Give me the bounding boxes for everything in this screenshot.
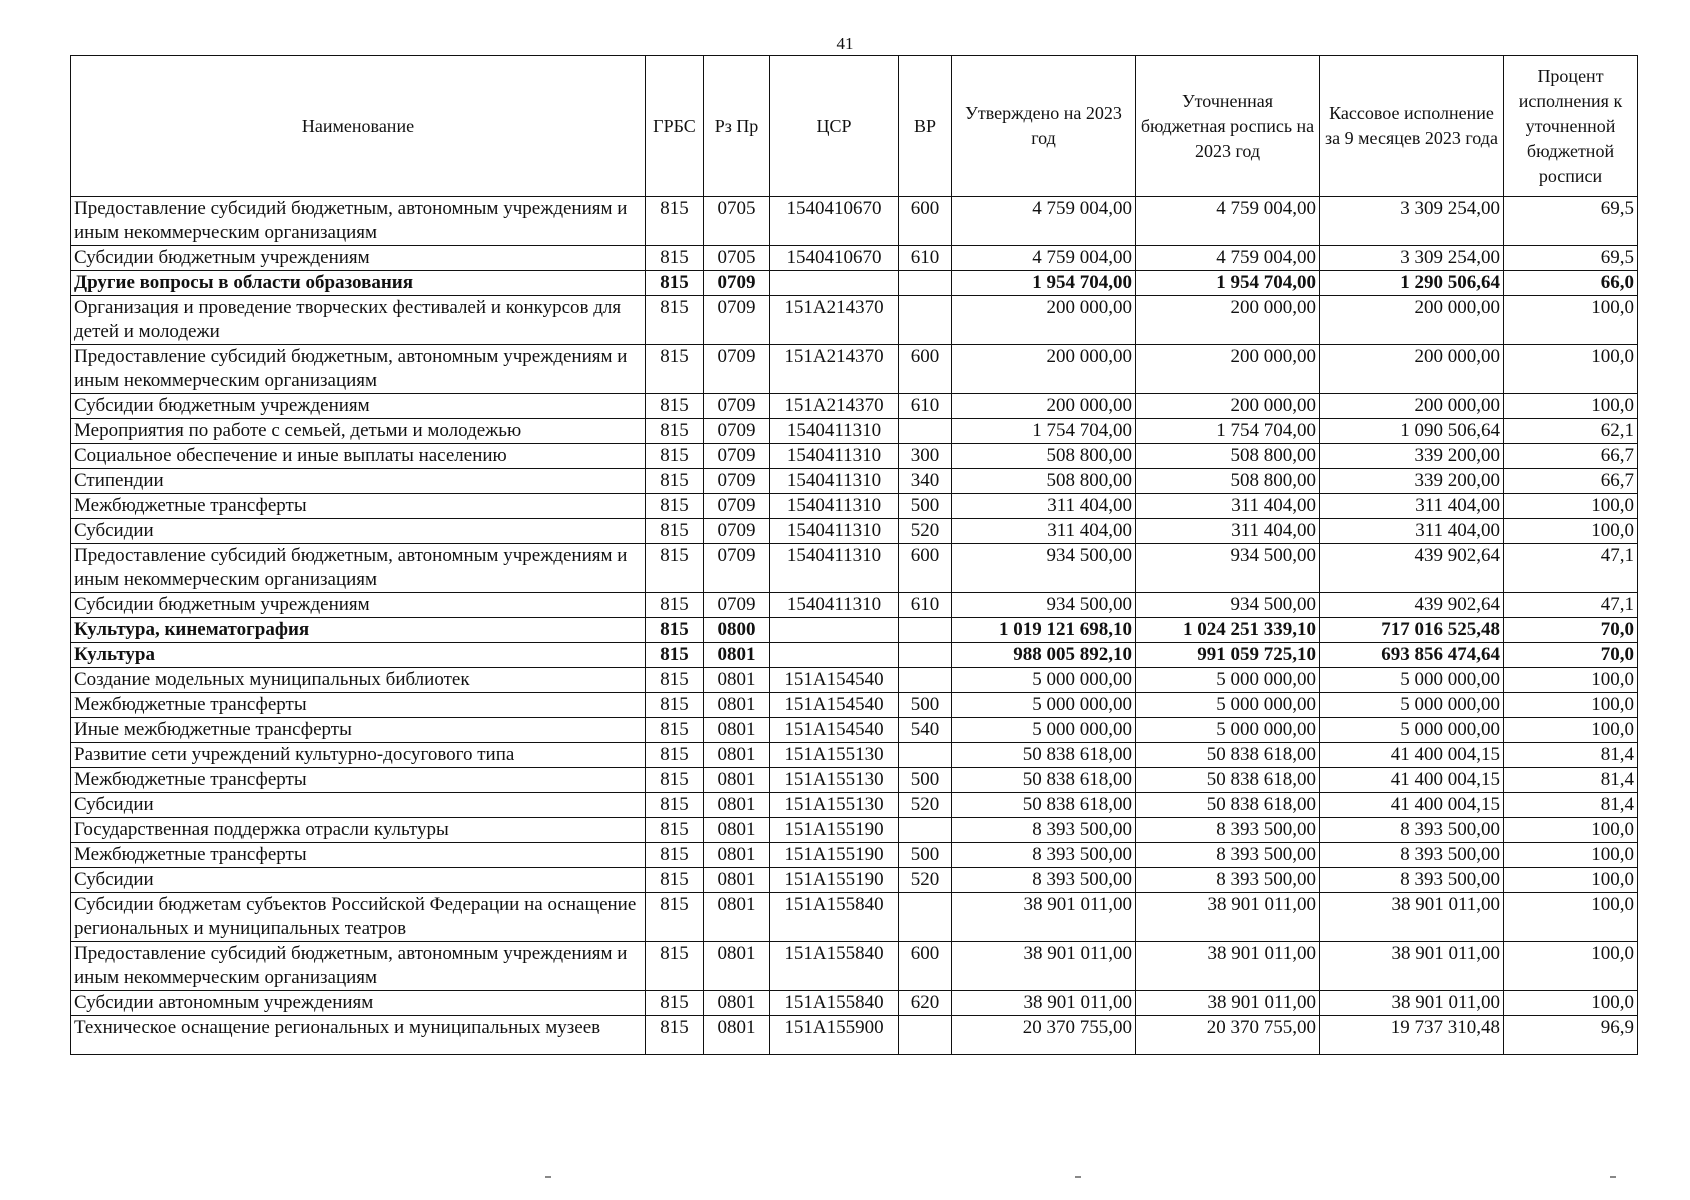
cell-name: Субсидии бюджетным учреждениям: [71, 246, 646, 271]
cell-approved: 8 393 500,00: [952, 843, 1136, 868]
header-rzpr: Рз Пр: [704, 56, 770, 197]
cell-name: Субсидии: [71, 868, 646, 893]
cell-vr: [899, 743, 952, 768]
cell-vr: 610: [899, 246, 952, 271]
cell-refined: 508 800,00: [1136, 469, 1320, 494]
header-percent: Процент исполнения к уточненной бюджетной росписи: [1504, 56, 1638, 197]
cell-refined: 20 370 755,00: [1136, 1016, 1320, 1055]
cell-percent: 100,0: [1504, 868, 1638, 893]
table-row: [71, 793, 1638, 818]
cell-refined: 200 000,00: [1136, 345, 1320, 394]
cell-grbs: 815: [646, 693, 704, 718]
cell-approved: 311 404,00: [952, 494, 1136, 519]
cell-refined: 200 000,00: [1136, 296, 1320, 345]
cell-vr: 500: [899, 843, 952, 868]
cell-percent: 100,0: [1504, 718, 1638, 743]
cell-refined: 311 404,00: [1136, 519, 1320, 544]
header-vr: ВР: [899, 56, 952, 197]
table-row: [71, 843, 1638, 868]
scan-mark: [1610, 1176, 1616, 1178]
cell-approved: 50 838 618,00: [952, 743, 1136, 768]
cell-grbs: 815: [646, 843, 704, 868]
cell-csr: 1540410670: [770, 246, 899, 271]
cell-name: Межбюджетные трансферты: [71, 693, 646, 718]
cell-rzpr: 0801: [704, 868, 770, 893]
cell-approved: 1 019 121 698,10: [952, 618, 1136, 643]
budget-table: [70, 55, 1638, 1055]
cell-executed: 8 393 500,00: [1320, 818, 1504, 843]
cell-executed: 200 000,00: [1320, 345, 1504, 394]
cell-rzpr: 0801: [704, 743, 770, 768]
table-row: [71, 991, 1638, 1016]
cell-executed: 339 200,00: [1320, 469, 1504, 494]
cell-name: Межбюджетные трансферты: [71, 843, 646, 868]
cell-percent: 100,0: [1504, 296, 1638, 345]
cell-rzpr: 0709: [704, 593, 770, 618]
cell-name: Субсидии: [71, 519, 646, 544]
cell-csr: 151A155130: [770, 793, 899, 818]
cell-percent: 69,5: [1504, 197, 1638, 246]
cell-executed: 1 090 506,64: [1320, 419, 1504, 444]
cell-vr: 600: [899, 345, 952, 394]
cell-percent: 100,0: [1504, 693, 1638, 718]
cell-executed: 3 309 254,00: [1320, 246, 1504, 271]
cell-csr: 151A155190: [770, 868, 899, 893]
table-row: [71, 544, 1638, 593]
cell-approved: 38 901 011,00: [952, 893, 1136, 942]
cell-name: Развитие сети учреждений культурно-досугового типа: [71, 743, 646, 768]
cell-vr: [899, 1016, 952, 1055]
cell-approved: 200 000,00: [952, 394, 1136, 419]
table-row: [71, 345, 1638, 394]
cell-grbs: 815: [646, 494, 704, 519]
cell-refined: 1 954 704,00: [1136, 271, 1320, 296]
cell-csr: 1540411310: [770, 469, 899, 494]
cell-executed: 717 016 525,48: [1320, 618, 1504, 643]
cell-approved: 934 500,00: [952, 593, 1136, 618]
cell-csr: 151A155130: [770, 743, 899, 768]
cell-refined: 5 000 000,00: [1136, 668, 1320, 693]
cell-vr: [899, 618, 952, 643]
table-row: [71, 893, 1638, 942]
cell-executed: 38 901 011,00: [1320, 991, 1504, 1016]
cell-executed: 5 000 000,00: [1320, 693, 1504, 718]
cell-executed: 693 856 474,64: [1320, 643, 1504, 668]
cell-percent: 96,9: [1504, 1016, 1638, 1055]
cell-csr: 151A155840: [770, 942, 899, 991]
cell-approved: 5 000 000,00: [952, 668, 1136, 693]
cell-name: Государственная поддержка отрасли культуры: [71, 818, 646, 843]
table-row: [71, 246, 1638, 271]
cell-refined: 508 800,00: [1136, 444, 1320, 469]
scan-mark: [545, 1176, 551, 1178]
cell-rzpr: 0709: [704, 519, 770, 544]
cell-csr: 151A155840: [770, 991, 899, 1016]
table-row: [71, 693, 1638, 718]
cell-percent: 66,0: [1504, 271, 1638, 296]
cell-percent: 100,0: [1504, 942, 1638, 991]
cell-csr: 151A214370: [770, 296, 899, 345]
cell-approved: 1 754 704,00: [952, 419, 1136, 444]
table-row: [71, 296, 1638, 345]
cell-name: Создание модельных муниципальных библиотек: [71, 668, 646, 693]
cell-vr: 520: [899, 519, 952, 544]
header-csr: ЦСР: [770, 56, 899, 197]
cell-grbs: 815: [646, 544, 704, 593]
cell-refined: 50 838 618,00: [1136, 743, 1320, 768]
cell-vr: 500: [899, 494, 952, 519]
cell-vr: [899, 296, 952, 345]
cell-vr: 520: [899, 868, 952, 893]
cell-csr: 151A214370: [770, 345, 899, 394]
cell-name: Культура, кинематография: [71, 618, 646, 643]
table-row: [71, 444, 1638, 469]
cell-percent: 100,0: [1504, 668, 1638, 693]
cell-refined: 50 838 618,00: [1136, 793, 1320, 818]
cell-executed: 5 000 000,00: [1320, 718, 1504, 743]
cell-csr: 1540411310: [770, 494, 899, 519]
cell-rzpr: 0709: [704, 494, 770, 519]
cell-refined: 8 393 500,00: [1136, 843, 1320, 868]
cell-refined: 991 059 725,10: [1136, 643, 1320, 668]
page-number: 41: [836, 34, 854, 53]
cell-executed: 439 902,64: [1320, 544, 1504, 593]
cell-vr: [899, 271, 952, 296]
cell-executed: 439 902,64: [1320, 593, 1504, 618]
cell-executed: 1 290 506,64: [1320, 271, 1504, 296]
header-refined: Уточненная бюджетная роспись на 2023 год: [1136, 56, 1320, 197]
table-row: [71, 197, 1638, 246]
cell-approved: 4 759 004,00: [952, 246, 1136, 271]
cell-rzpr: 0705: [704, 246, 770, 271]
cell-name: Стипендии: [71, 469, 646, 494]
table-row: [71, 768, 1638, 793]
table-row: [71, 394, 1638, 419]
cell-grbs: 815: [646, 793, 704, 818]
cell-refined: 5 000 000,00: [1136, 693, 1320, 718]
table-header-row: [71, 56, 1638, 197]
cell-grbs: 815: [646, 345, 704, 394]
cell-percent: 81,4: [1504, 743, 1638, 768]
cell-approved: 8 393 500,00: [952, 868, 1136, 893]
cell-name: Предоставление субсидий бюджетным, автономным учреждениям и иным некоммерческим организациям: [71, 544, 646, 593]
cell-grbs: 815: [646, 271, 704, 296]
cell-grbs: 815: [646, 643, 704, 668]
cell-grbs: 815: [646, 991, 704, 1016]
table-row: [71, 818, 1638, 843]
cell-grbs: 815: [646, 197, 704, 246]
cell-csr: 151A214370: [770, 394, 899, 419]
table-row: [71, 494, 1638, 519]
cell-csr: [770, 618, 899, 643]
header-name: Наименование: [71, 56, 646, 197]
table-row: [71, 618, 1638, 643]
cell-grbs: 815: [646, 246, 704, 271]
table-row: [71, 718, 1638, 743]
cell-grbs: 815: [646, 718, 704, 743]
cell-rzpr: 0801: [704, 793, 770, 818]
cell-name: Предоставление субсидий бюджетным, автономным учреждениям и иным некоммерческим организациям: [71, 942, 646, 991]
cell-vr: 500: [899, 768, 952, 793]
cell-vr: 600: [899, 942, 952, 991]
cell-vr: 300: [899, 444, 952, 469]
cell-rzpr: 0709: [704, 469, 770, 494]
cell-approved: 4 759 004,00: [952, 197, 1136, 246]
cell-csr: 151A155840: [770, 893, 899, 942]
cell-percent: 100,0: [1504, 345, 1638, 394]
cell-csr: 151A155900: [770, 1016, 899, 1055]
table-row: [71, 942, 1638, 991]
cell-approved: 50 838 618,00: [952, 768, 1136, 793]
cell-rzpr: 0801: [704, 893, 770, 942]
cell-refined: 38 901 011,00: [1136, 942, 1320, 991]
cell-approved: 508 800,00: [952, 469, 1136, 494]
cell-rzpr: 0801: [704, 668, 770, 693]
cell-rzpr: 0801: [704, 643, 770, 668]
cell-rzpr: 0705: [704, 197, 770, 246]
cell-percent: 70,0: [1504, 618, 1638, 643]
cell-percent: 100,0: [1504, 494, 1638, 519]
cell-percent: 100,0: [1504, 843, 1638, 868]
cell-name: Субсидии бюджетным учреждениям: [71, 593, 646, 618]
cell-csr: 151A155130: [770, 768, 899, 793]
cell-name: Субсидии бюджетным учреждениям: [71, 394, 646, 419]
cell-rzpr: 0800: [704, 618, 770, 643]
cell-csr: [770, 643, 899, 668]
cell-csr: 151A154540: [770, 693, 899, 718]
cell-vr: 540: [899, 718, 952, 743]
cell-approved: 200 000,00: [952, 345, 1136, 394]
cell-csr: 151A154540: [770, 718, 899, 743]
cell-percent: 100,0: [1504, 991, 1638, 1016]
table-row: [71, 271, 1638, 296]
cell-grbs: 815: [646, 519, 704, 544]
table-row: [71, 743, 1638, 768]
cell-vr: 600: [899, 544, 952, 593]
cell-percent: 66,7: [1504, 469, 1638, 494]
cell-grbs: 815: [646, 618, 704, 643]
cell-executed: 200 000,00: [1320, 394, 1504, 419]
cell-name: Предоставление субсидий бюджетным, автономным учреждениям и иным некоммерческим организациям: [71, 197, 646, 246]
cell-approved: 508 800,00: [952, 444, 1136, 469]
table-row: [71, 868, 1638, 893]
cell-approved: 50 838 618,00: [952, 793, 1136, 818]
cell-percent: 62,1: [1504, 419, 1638, 444]
cell-rzpr: 0801: [704, 991, 770, 1016]
cell-name: Иные межбюджетные трансферты: [71, 718, 646, 743]
cell-name: Техническое оснащение региональных и муниципальных музеев: [71, 1016, 646, 1055]
cell-name: Субсидии: [71, 793, 646, 818]
cell-grbs: 815: [646, 419, 704, 444]
cell-rzpr: 0709: [704, 271, 770, 296]
cell-name: Межбюджетные трансферты: [71, 768, 646, 793]
cell-vr: [899, 818, 952, 843]
cell-executed: 41 400 004,15: [1320, 793, 1504, 818]
cell-refined: 1 024 251 339,10: [1136, 618, 1320, 643]
cell-csr: 1540411310: [770, 519, 899, 544]
cell-executed: 8 393 500,00: [1320, 868, 1504, 893]
cell-executed: 19 737 310,48: [1320, 1016, 1504, 1055]
cell-percent: 47,1: [1504, 593, 1638, 618]
cell-grbs: 815: [646, 743, 704, 768]
cell-approved: 200 000,00: [952, 296, 1136, 345]
cell-refined: 934 500,00: [1136, 593, 1320, 618]
cell-executed: 311 404,00: [1320, 494, 1504, 519]
cell-refined: 8 393 500,00: [1136, 818, 1320, 843]
table-row: [71, 469, 1638, 494]
cell-percent: 47,1: [1504, 544, 1638, 593]
cell-executed: 41 400 004,15: [1320, 768, 1504, 793]
cell-executed: 38 901 011,00: [1320, 942, 1504, 991]
cell-percent: 100,0: [1504, 394, 1638, 419]
cell-name: Мероприятия по работе с семьей, детьми и молодежью: [71, 419, 646, 444]
cell-vr: 620: [899, 991, 952, 1016]
table-body: [71, 197, 1638, 1055]
table-row: [71, 643, 1638, 668]
cell-grbs: 815: [646, 296, 704, 345]
cell-vr: 500: [899, 693, 952, 718]
cell-rzpr: 0709: [704, 296, 770, 345]
cell-csr: 1540411310: [770, 593, 899, 618]
cell-csr: 151A154540: [770, 668, 899, 693]
table-row: [71, 668, 1638, 693]
cell-rzpr: 0801: [704, 818, 770, 843]
cell-executed: 311 404,00: [1320, 519, 1504, 544]
cell-percent: 100,0: [1504, 818, 1638, 843]
cell-percent: 100,0: [1504, 519, 1638, 544]
cell-name: Межбюджетные трансферты: [71, 494, 646, 519]
cell-grbs: 815: [646, 668, 704, 693]
cell-approved: 934 500,00: [952, 544, 1136, 593]
cell-rzpr: 0709: [704, 444, 770, 469]
cell-rzpr: 0801: [704, 693, 770, 718]
cell-refined: 200 000,00: [1136, 394, 1320, 419]
table-row: [71, 519, 1638, 544]
cell-csr: 151A155190: [770, 818, 899, 843]
header-grbs: ГРБС: [646, 56, 704, 197]
cell-grbs: 815: [646, 942, 704, 991]
cell-executed: 38 901 011,00: [1320, 893, 1504, 942]
cell-name: Социальное обеспечение и иные выплаты населению: [71, 444, 646, 469]
cell-name: Другие вопросы в области образования: [71, 271, 646, 296]
cell-name: Субсидии автономным учреждениям: [71, 991, 646, 1016]
cell-grbs: 815: [646, 444, 704, 469]
cell-csr: 1540411310: [770, 544, 899, 593]
cell-grbs: 815: [646, 818, 704, 843]
cell-approved: 38 901 011,00: [952, 991, 1136, 1016]
cell-grbs: 815: [646, 593, 704, 618]
cell-name: Предоставление субсидий бюджетным, автономным учреждениям и иным некоммерческим организациям: [71, 345, 646, 394]
cell-rzpr: 0709: [704, 345, 770, 394]
cell-percent: 66,7: [1504, 444, 1638, 469]
cell-csr: 1540410670: [770, 197, 899, 246]
cell-grbs: 815: [646, 868, 704, 893]
cell-vr: 520: [899, 793, 952, 818]
cell-refined: 934 500,00: [1136, 544, 1320, 593]
cell-percent: 81,4: [1504, 793, 1638, 818]
cell-rzpr: 0709: [704, 394, 770, 419]
cell-percent: 70,0: [1504, 643, 1638, 668]
table-row: [71, 419, 1638, 444]
cell-approved: 8 393 500,00: [952, 818, 1136, 843]
cell-refined: 4 759 004,00: [1136, 197, 1320, 246]
cell-executed: 200 000,00: [1320, 296, 1504, 345]
cell-vr: [899, 893, 952, 942]
cell-vr: 610: [899, 593, 952, 618]
cell-vr: [899, 643, 952, 668]
cell-rzpr: 0801: [704, 942, 770, 991]
cell-grbs: 815: [646, 893, 704, 942]
cell-name: Субсидии бюджетам субъектов Российской Федерации на оснащение региональных и муниципальных театров: [71, 893, 646, 942]
cell-csr: 151A155190: [770, 843, 899, 868]
cell-executed: 3 309 254,00: [1320, 197, 1504, 246]
cell-csr: 1540411310: [770, 444, 899, 469]
cell-refined: 38 901 011,00: [1136, 893, 1320, 942]
cell-refined: 4 759 004,00: [1136, 246, 1320, 271]
cell-rzpr: 0801: [704, 768, 770, 793]
cell-approved: 20 370 755,00: [952, 1016, 1136, 1055]
cell-executed: 41 400 004,15: [1320, 743, 1504, 768]
header-executed: Кассовое исполнение за 9 месяцев 2023 года: [1320, 56, 1504, 197]
cell-percent: 100,0: [1504, 893, 1638, 942]
cell-csr: 1540411310: [770, 419, 899, 444]
cell-grbs: 815: [646, 469, 704, 494]
cell-refined: 311 404,00: [1136, 494, 1320, 519]
cell-refined: 1 754 704,00: [1136, 419, 1320, 444]
cell-vr: 610: [899, 394, 952, 419]
cell-grbs: 815: [646, 1016, 704, 1055]
cell-rzpr: 0801: [704, 843, 770, 868]
cell-vr: [899, 419, 952, 444]
cell-rzpr: 0709: [704, 544, 770, 593]
cell-approved: 38 901 011,00: [952, 942, 1136, 991]
cell-executed: 5 000 000,00: [1320, 668, 1504, 693]
cell-refined: 8 393 500,00: [1136, 868, 1320, 893]
cell-executed: 339 200,00: [1320, 444, 1504, 469]
cell-approved: 1 954 704,00: [952, 271, 1136, 296]
cell-rzpr: 0801: [704, 718, 770, 743]
cell-executed: 8 393 500,00: [1320, 843, 1504, 868]
cell-rzpr: 0709: [704, 419, 770, 444]
cell-grbs: 815: [646, 768, 704, 793]
cell-approved: 988 005 892,10: [952, 643, 1136, 668]
cell-name: Организация и проведение творческих фестивалей и конкурсов для детей и молодежи: [71, 296, 646, 345]
table-row: [71, 1016, 1638, 1055]
table-row: [71, 593, 1638, 618]
cell-approved: 5 000 000,00: [952, 718, 1136, 743]
cell-grbs: 815: [646, 394, 704, 419]
cell-approved: 5 000 000,00: [952, 693, 1136, 718]
cell-refined: 50 838 618,00: [1136, 768, 1320, 793]
cell-percent: 81,4: [1504, 768, 1638, 793]
cell-refined: 38 901 011,00: [1136, 991, 1320, 1016]
cell-rzpr: 0801: [704, 1016, 770, 1055]
cell-refined: 5 000 000,00: [1136, 718, 1320, 743]
cell-approved: 311 404,00: [952, 519, 1136, 544]
cell-name: Культура: [71, 643, 646, 668]
cell-percent: 69,5: [1504, 246, 1638, 271]
cell-csr: [770, 271, 899, 296]
header-approved: Утверждено на 2023 год: [952, 56, 1136, 197]
cell-vr: 600: [899, 197, 952, 246]
cell-vr: [899, 668, 952, 693]
cell-vr: 340: [899, 469, 952, 494]
scan-mark: [1075, 1176, 1081, 1178]
